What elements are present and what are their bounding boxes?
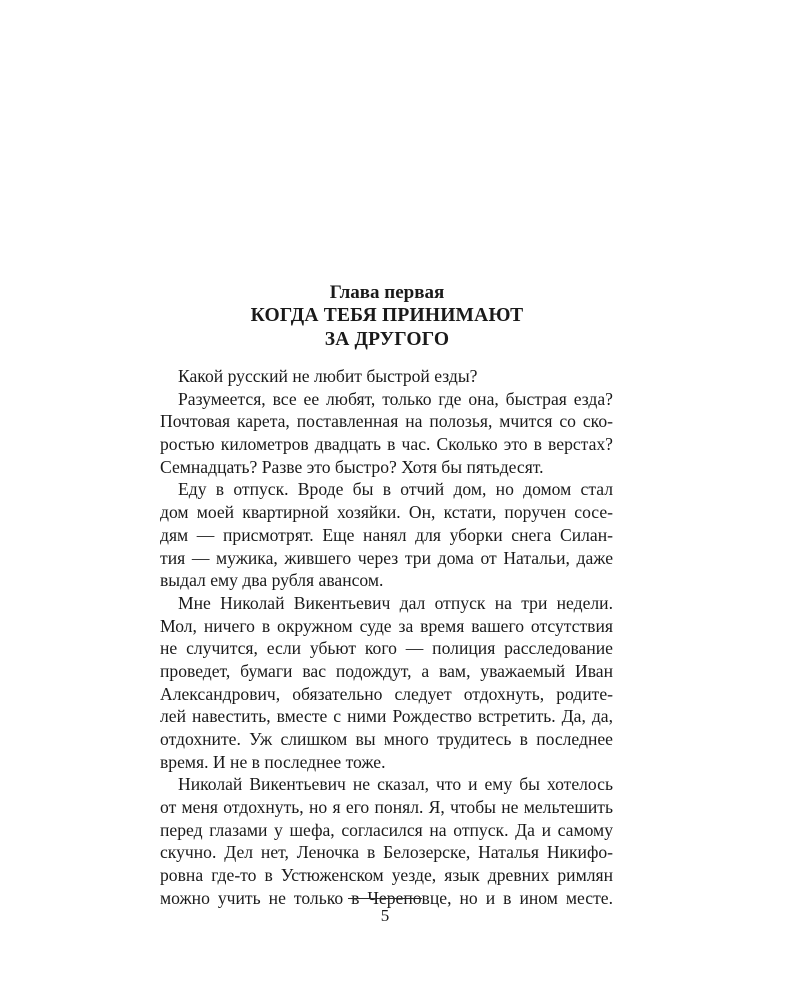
- text-line: можно учить не только в Череповце, но и в ином месте.: [160, 887, 613, 908]
- text-line: дям — присмотрят. Еще нанял для уборки снега Силан-: [160, 524, 613, 545]
- chapter-title: [0, 304, 774, 352]
- text-line: проведет, бумаги вас подождут, а вам, уважаемый Иван: [160, 660, 613, 681]
- text-line: тия — мужика, жившего через три дома от Натальи, даже: [160, 547, 613, 568]
- text-line: Почтовая карета, поставленная на полозья, мчится со ско-: [160, 411, 613, 432]
- paragraph: [160, 365, 613, 388]
- text-line: Еду в отпуск. Вроде бы в отчий дом, но домом стал: [178, 479, 613, 500]
- text-line: выдал ему два рубля авансом.: [160, 570, 384, 591]
- text-line: лей навестить, вместе с ними Рождество встретить. Да, да,: [160, 706, 613, 727]
- text-line: Мне Николай Викентьевич дал отпуск на три недели.: [178, 592, 613, 613]
- chapter-title-line: КОГДА ТЕБЯ ПРИНИМАЮТ: [250, 305, 524, 326]
- text-line: отдохните. Уж слишком вы много трудитесь в последнее: [160, 729, 613, 749]
- text-line: Мол, ничего в окружном суде за время вашего отсутствия: [160, 615, 613, 636]
- paragraph: [160, 773, 613, 909]
- text-line: время. И не в последнее тоже.: [160, 751, 386, 772]
- text-line: Николай Викентьевич не сказал, что и ему бы хотелось: [178, 774, 613, 795]
- paragraph: [160, 478, 613, 591]
- chapter-label: Глава первая: [329, 282, 445, 303]
- text-line: ровна где-то в Устюженском уезде, язык древних римлян: [160, 865, 613, 886]
- text-line: от меня отдохнуть, но я его понял. Я, чтобы не мельтешить: [160, 797, 613, 818]
- chapter-title-line: ЗА ДРУГОГО: [324, 329, 450, 350]
- text-line: не случится, если убьют кого — полиция расследование: [160, 638, 613, 659]
- text-line: дом моей квартирной хозяйки. Он, кстати, поручен сосе-: [160, 502, 613, 523]
- page-number: 5: [380, 906, 390, 925]
- text-line: Александрович, обязательно следует отдохнуть, родите-: [160, 683, 613, 704]
- text-line: перед глазами у шефа, согласился на отпуск. Да и самому: [160, 819, 613, 840]
- folio-rule: [348, 898, 422, 899]
- text-line: Семнадцать? Разве это быстро? Хотя бы пятьдесят.: [160, 456, 544, 477]
- paragraph: [160, 388, 613, 479]
- body-text: [160, 365, 613, 910]
- text-line: Какой русский не любит быстрой езды?: [178, 366, 478, 386]
- text-line: скучно. Дел нет, Леночка в Белозерске, Наталья Никифо-: [160, 842, 613, 863]
- text-line: ростью километров двадцать в час. Сколько это в верстах?: [160, 434, 613, 455]
- text-line: Разумеется, все ее любят, только где она, быстрая езда?: [178, 388, 613, 409]
- paragraph: [160, 592, 613, 774]
